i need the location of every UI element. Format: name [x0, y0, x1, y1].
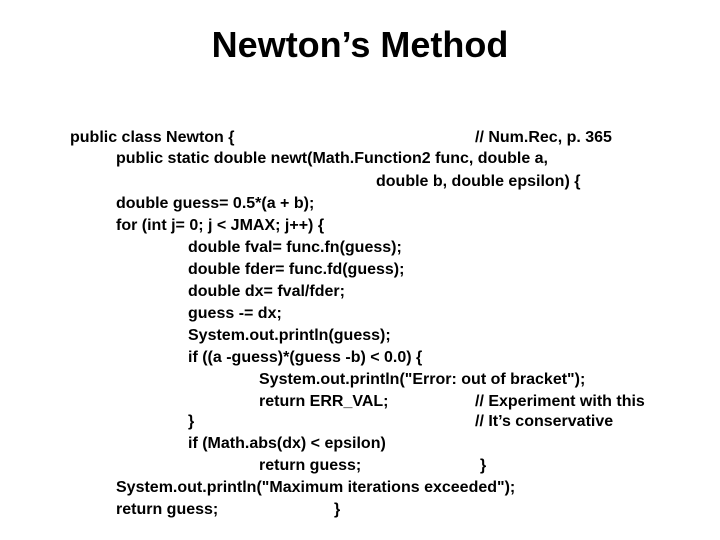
code-println-guess: System.out.println(guess); — [188, 327, 391, 344]
code-comment-experiment: // Experiment with this — [475, 393, 645, 410]
code-method-signature-line1: public static double newt(Math.Function2 func, double a, — [116, 150, 548, 167]
code-println-error: System.out.println("Error: out of bracket"); — [259, 371, 586, 388]
code-fval: double fval= func.fn(guess); — [188, 239, 402, 256]
code-fder: double fder= func.fd(guess); — [188, 261, 405, 278]
code-guess-init: double guess= 0.5*(a + b); — [116, 195, 315, 212]
code-for-loop: for (int j= 0; j < JMAX; j++) { — [116, 217, 325, 234]
code-dx: double dx= fval/fder; — [188, 283, 345, 300]
code-return-guess-outer: return guess; — [116, 501, 219, 518]
code-if-bracket: if ((a -guess)*(guess -b) < 0.0) { — [188, 349, 423, 366]
code-if-converged: if (Math.abs(dx) < epsilon) — [188, 435, 386, 452]
code-class-declaration: public class Newton { — [70, 129, 235, 146]
code-return-err: return ERR_VAL; — [259, 393, 389, 410]
code-return-guess-inner: return guess; — [259, 457, 362, 474]
code-method-signature-line2: double b, double epsilon) { — [376, 173, 581, 190]
code-guess-update: guess -= dx; — [188, 305, 282, 322]
code-println-max: System.out.println("Maximum iterations exceeded"); — [116, 479, 516, 496]
code-listing — [0, 125, 720, 525]
code-close-for: } — [480, 457, 487, 474]
code-comment-conservative: // It’s conservative — [475, 413, 614, 430]
slide-title: Newton’s Method — [211, 24, 509, 65]
code-close-if: } — [188, 413, 195, 430]
code-close-method: } — [334, 501, 341, 518]
code-comment-numrec: // Num.Rec, p. 365 — [475, 129, 612, 146]
